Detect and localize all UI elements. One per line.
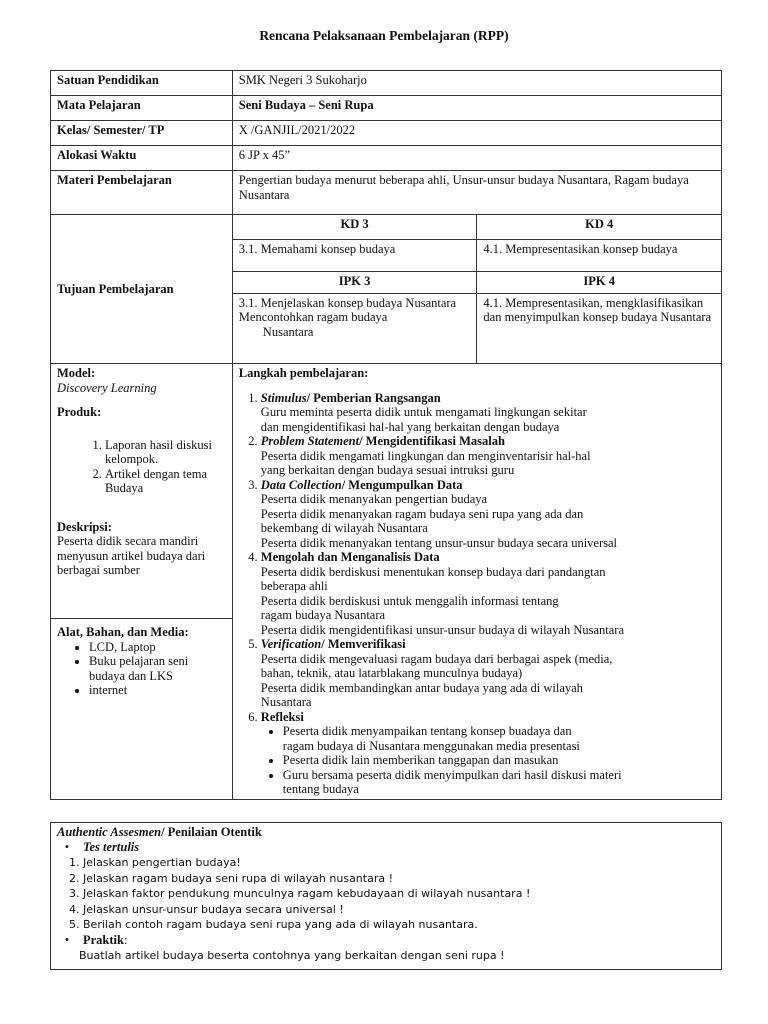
step-3-text <box>261 492 715 550</box>
step-5-title-italic: Verification <box>260 637 322 651</box>
step-line: Peserta didik menanyakan pengertian budaya <box>260 492 488 506</box>
step-2 <box>261 434 715 478</box>
ipk3-line2: Mencontohkan ragam budaya <box>238 310 388 324</box>
step-line: dan mengidentifikasi hal-hal yang berkaitan dengan budaya <box>260 419 560 434</box>
alat-item: • LCD, Laptop <box>89 640 226 655</box>
page-title: Rencana Pelaksanaan Pembelajaran (RPP) <box>259 28 509 43</box>
question-item: 1. Jelaskan pengertian budaya! <box>83 855 715 871</box>
step-5-title: / Memverifikasi <box>321 637 406 651</box>
step-line: Peserta didik berdiskusi menentukan konsep budaya dari pandangtan <box>260 564 606 579</box>
langkah-cell <box>232 364 721 800</box>
kd4-value: 4.1. Mempresentasikan konsep budaya <box>477 239 721 271</box>
assessment-title-rest: / Penilaian Otentik <box>161 825 262 839</box>
question-item: 5. Berilah contoh ragam budaya seni rupa yang ada di wilayah nusantara. <box>83 917 715 933</box>
step-6-title: Refleksi <box>260 709 304 724</box>
step-1-title-italic: Stimulus <box>260 390 307 405</box>
ipk3-line1: 3.1. Menjelaskan konsep budaya Nusantara <box>238 295 457 310</box>
materi-value: Pengertian budaya menurut beberapa ahli, Unsur-unsur budaya Nusantara, Ragam budaya Nusantara <box>232 171 721 215</box>
alat-item: • internet <box>89 683 226 698</box>
step-line: Nusantara <box>260 695 312 709</box>
assessment-section <box>50 822 722 970</box>
bullet-icon: • <box>64 840 70 854</box>
praktik-colon: : <box>123 932 128 947</box>
step-3 <box>261 478 715 551</box>
produk-label: Produk: <box>57 405 102 419</box>
ipk4-header: IPK 4 <box>477 271 721 293</box>
satuan-label: Satuan Pendidikan <box>51 71 233 96</box>
deskripsi-value: Peserta didik secara mandiri menyusun artikel budaya dari berbagai sumber <box>57 534 206 577</box>
ipk3-line3: Nusantara <box>262 324 314 339</box>
kelas-label: Kelas/ Semester/ TP <box>51 121 233 146</box>
kd3-value: 3.1. Memahami konsep budaya <box>233 239 477 271</box>
materi-label: Materi Pembelajaran <box>51 171 233 215</box>
step-line: Peserta didik berdiskusi untuk menggalih informasi tentang <box>260 593 559 608</box>
step-4 <box>261 550 715 637</box>
step-line: Peserta didik membandingkan antar budaya yang ada di wilayah <box>260 680 583 695</box>
ipk3-value <box>233 293 477 363</box>
step-5-text <box>261 652 715 710</box>
deskripsi-label: Deskripsi: <box>57 519 112 534</box>
alat-item: • Buku pelajaran seni budaya dan LKS <box>89 654 226 683</box>
assessment-title-italic: Authentic Assesmen <box>57 825 162 839</box>
left-column <box>51 364 233 800</box>
assessment-title <box>57 825 715 840</box>
step-line: Guru meminta peserta didik untuk mengamati lingkungan sekitar <box>260 405 587 419</box>
step-5 <box>261 637 715 710</box>
satuan-value: SMK Negeri 3 Sukoharjo <box>232 71 721 96</box>
step-2-title-italic: Problem Statement <box>260 434 360 448</box>
step-line: bahan, teknik, atau latarblakang munculnya budaya) <box>260 666 523 680</box>
model-block <box>51 364 232 618</box>
step-line: Peserta didik menanyakan ragam budaya seni rupa yang ada dan <box>260 506 584 521</box>
alokasi-label: Alokasi Waktu <box>51 146 233 171</box>
tujuan-cell <box>232 215 721 364</box>
refleksi-item <box>283 768 715 797</box>
produk-item: 1. Laporan hasil diskusi kelompok. <box>105 438 226 467</box>
refleksi-line: tentang budaya <box>282 782 359 796</box>
refleksi-line: ragam budaya di Nusantara menggunakan media presentasi <box>282 738 580 753</box>
kd4-header: KD 4 <box>477 215 721 239</box>
alat-list <box>57 640 226 698</box>
question-item: 2. Jelaskan ragam budaya seni rupa di wilayah nusantara ! <box>83 871 715 887</box>
model-value: Discovery Learning <box>57 380 157 395</box>
question-list <box>57 855 715 933</box>
step-line: ragam budaya Nusantara <box>260 608 386 622</box>
refleksi-item <box>283 753 715 768</box>
question-item: 3. Jelaskan faktor pendukung munculnya ragam kebudayaan di wilayah nusantara ! <box>83 886 715 902</box>
mapel-label: Mata Pelajaran <box>51 96 233 121</box>
step-1-text <box>261 405 715 434</box>
produk-item: 2. Artikel dengan tema Budaya <box>105 467 226 496</box>
step-line: Peserta didik mengamati lingkungan dan menginventarisir hal-hal <box>260 448 591 463</box>
alat-label: Alat, Bahan, dan Media: <box>57 625 189 639</box>
step-line: Peserta didik menanyakan tentang unsur-unsur budaya secara universal <box>260 535 618 550</box>
praktik-value: Buatlah artikel budaya beserta contohnya yang berkaitan dengan seni rupa ! <box>79 948 505 962</box>
refleksi-line: • Peserta didik menyampaikan tentang konsep buadaya dan <box>282 724 572 738</box>
produk-list <box>57 438 226 496</box>
step-line: Peserta didik mengevaluasi ragam budaya dari berbagai aspek (media, <box>260 651 613 666</box>
kd-ipk-table <box>233 215 721 363</box>
alat-block <box>51 618 232 702</box>
alokasi-value: 6 JP x 45” <box>232 146 721 171</box>
step-1-title: / Pemberian Rangsangan <box>306 390 441 405</box>
step-line: beberapa ahli <box>260 579 328 593</box>
kd3-header: KD 3 <box>233 215 477 239</box>
bullet-icon: • <box>64 932 70 947</box>
kelas-value: X /GANJIL/2021/2022 <box>232 121 721 146</box>
ipk3-header: IPK 3 <box>233 271 477 293</box>
refleksi-line: • Peserta didik lain memberikan tanggapan dan masukan <box>282 753 559 767</box>
step-2-text <box>261 449 715 478</box>
refleksi-item <box>283 724 715 753</box>
model-label: Model: <box>57 366 96 380</box>
step-line: Peserta didik mengidentifikasi unsur-unsur budaya di wilayah Nusantara <box>260 622 624 637</box>
ipk4-value: 4.1. Mempresentasikan, mengklasifikasikan dan menyimpulkan konsep budaya Nusantara <box>477 293 721 363</box>
step-6 <box>261 710 715 797</box>
langkah-label: Langkah pembelajaran: <box>238 366 369 380</box>
step-line: bekembang di wilayah Nusantara <box>260 521 428 535</box>
tujuan-label: Tujuan Pembelajaran <box>51 215 233 364</box>
refleksi-list <box>261 724 715 797</box>
praktik-label: Praktik <box>83 932 124 947</box>
step-2-title: / Mengidentifikasi Masalah <box>359 434 505 448</box>
step-4-text <box>261 565 715 638</box>
tes-label: Tes tertulis <box>83 840 140 854</box>
step-3-title-italic: Data Collection <box>260 477 342 492</box>
step-3-title: / Mengumpulkan Data <box>341 477 463 492</box>
refleksi-line: • Guru bersama peserta didik menyimpulkan dari hasil diskusi materi <box>282 767 622 782</box>
rpp-table <box>50 70 722 800</box>
tes-tertulis-row <box>57 840 715 855</box>
step-1 <box>261 391 715 435</box>
praktik-row <box>57 933 715 948</box>
step-4-title: Mengolah dan Menganalisis Data <box>260 550 440 564</box>
step-line: yang berkaitan dengan budaya sesuai intruksi guru <box>260 463 515 477</box>
question-item: 4. Jelaskan unsur-unsur budaya secara universal ! <box>83 902 715 918</box>
mapel-value: Seni Budaya – Seni Rupa <box>232 96 721 121</box>
langkah-list <box>239 391 715 797</box>
